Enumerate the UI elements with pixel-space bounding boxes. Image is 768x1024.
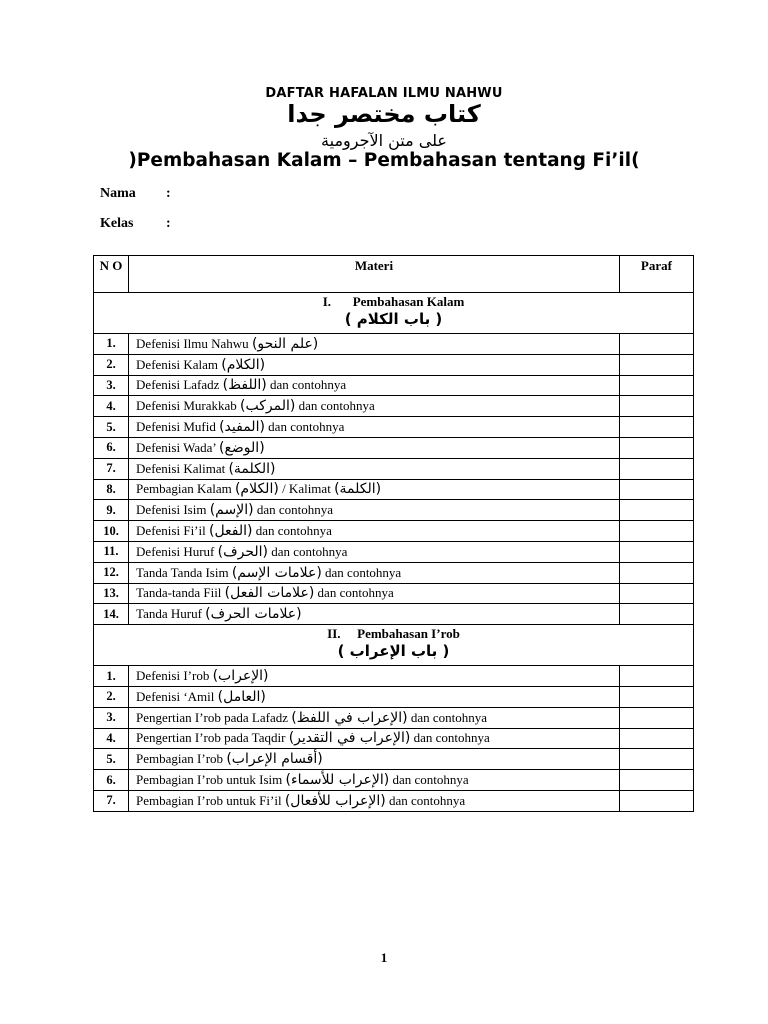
- materi-suffix: dan contohnya: [389, 772, 469, 788]
- header-paraf: Paraf: [619, 256, 693, 293]
- paraf-cell[interactable]: [619, 458, 693, 479]
- nama-field: [100, 186, 171, 202]
- materi-text: Defenisi Fi’il: [136, 523, 209, 539]
- materi-arabic: (الإعراب للأسماء): [285, 772, 390, 789]
- materi-cell: [129, 749, 620, 770]
- row-number: 6.: [94, 437, 129, 458]
- materi-text: Pembagian I’rob: [136, 751, 227, 767]
- table-header-row: [94, 256, 694, 293]
- hafalan-table: [93, 255, 694, 812]
- paraf-cell[interactable]: [619, 541, 693, 562]
- materi-arabic: (اللفظ): [222, 377, 267, 394]
- table-row: [94, 458, 694, 479]
- section-header: [94, 293, 694, 334]
- materi-suffix: dan contohnya: [268, 543, 348, 559]
- materi-cell: [129, 790, 620, 811]
- paraf-cell[interactable]: [619, 686, 693, 707]
- section-title: [94, 625, 693, 642]
- row-number: 3.: [94, 707, 129, 728]
- table-row: [94, 479, 694, 500]
- table-row: [94, 707, 694, 728]
- paraf-cell[interactable]: [619, 604, 693, 625]
- materi-text: Defenisi Isim: [136, 502, 210, 518]
- materi-suffix: dan contohnya: [253, 502, 333, 518]
- table-row: [94, 521, 694, 542]
- materi-text: Defenisi Wada’: [136, 439, 219, 455]
- table-row: [94, 749, 694, 770]
- paraf-cell[interactable]: [619, 666, 693, 687]
- table-row: [94, 334, 694, 355]
- paraf-cell[interactable]: [619, 479, 693, 500]
- kelas-field: [100, 216, 171, 232]
- table-row: [94, 728, 694, 749]
- materi-text: Defenisi Lafadz: [136, 377, 223, 393]
- section-title-text: Pembahasan Kalam: [352, 294, 465, 309]
- materi-arabic: (علامات الحرف): [205, 606, 302, 623]
- materi-arabic-2: (الكلمة): [334, 481, 382, 498]
- materi-cell: [129, 770, 620, 791]
- row-number: 10.: [94, 521, 129, 542]
- paraf-cell[interactable]: [619, 500, 693, 521]
- table-row: [94, 396, 694, 417]
- materi-arabic: (علامات الفعل): [224, 585, 315, 602]
- materi-cell: [129, 541, 620, 562]
- row-number: 5.: [94, 749, 129, 770]
- materi-text: Pembagian I’rob untuk Fi’il: [136, 792, 285, 808]
- materi-cell: [129, 583, 620, 604]
- materi-text: Defenisi Kalimat: [136, 460, 229, 476]
- materi-arabic: (الإعراب في اللفظ): [291, 709, 408, 726]
- nama-colon: :: [166, 186, 171, 201]
- row-number: 3.: [94, 375, 129, 396]
- paraf-cell[interactable]: [619, 728, 693, 749]
- page-number: 1: [380, 950, 388, 965]
- table-row: [94, 541, 694, 562]
- materi-cell: [129, 375, 620, 396]
- row-number: 2.: [94, 686, 129, 707]
- row-number: 5.: [94, 417, 129, 438]
- row-number: 4.: [94, 728, 129, 749]
- materi-text: Tanda Tanda Isim: [136, 564, 232, 580]
- materi-cell: [129, 521, 620, 542]
- table-row: [94, 437, 694, 458]
- row-number: 2.: [94, 354, 129, 375]
- materi-text: Pembagian Kalam: [136, 481, 235, 497]
- materi-text: Pengertian I’rob pada Lafadz: [136, 709, 292, 725]
- row-number: 13.: [94, 583, 129, 604]
- materi-suffix: dan contohnya: [410, 730, 490, 746]
- materi-suffix: dan contohnya: [266, 377, 347, 393]
- materi-cell: [129, 666, 620, 687]
- materi-cell: [129, 334, 620, 355]
- row-number: 9.: [94, 500, 129, 521]
- row-number: 8.: [94, 479, 129, 500]
- section-header-row: [94, 293, 694, 334]
- table-row: [94, 583, 694, 604]
- row-number: 1.: [94, 334, 129, 355]
- materi-text: Tanda-tanda Fiil: [136, 585, 225, 601]
- row-number: 12.: [94, 562, 129, 583]
- row-number: 6.: [94, 770, 129, 791]
- document-subtitle: )Pembahasan Kalam – Pembahasan tentang Fi’il(: [128, 150, 640, 171]
- row-number: 14.: [94, 604, 129, 625]
- table-row: [94, 375, 694, 396]
- section-header: [94, 625, 694, 666]
- materi-text: Defenisi ‘Amil: [136, 688, 218, 704]
- table-row: [94, 500, 694, 521]
- table-row: [94, 417, 694, 438]
- paraf-cell[interactable]: [619, 770, 693, 791]
- paraf-cell[interactable]: [619, 437, 693, 458]
- materi-cell: [129, 458, 620, 479]
- paraf-cell[interactable]: [619, 375, 693, 396]
- paraf-cell[interactable]: [619, 562, 693, 583]
- materi-suffix: dan contohnya: [314, 585, 394, 601]
- materi-cell: [129, 604, 620, 625]
- materi-suffix: / Kalimat: [278, 481, 335, 497]
- materi-text: Tanda Huruf: [136, 606, 206, 622]
- section-title: [94, 293, 693, 310]
- row-number: 1.: [94, 666, 129, 687]
- materi-arabic: (المركب): [240, 398, 296, 415]
- row-number: 11.: [94, 541, 129, 562]
- paraf-cell[interactable]: [619, 354, 693, 375]
- section-header-row: [94, 625, 694, 666]
- materi-arabic: (الوضع): [219, 439, 265, 456]
- materi-arabic: (الحرف): [217, 543, 268, 560]
- materi-cell: [129, 500, 620, 521]
- materi-cell: [129, 707, 620, 728]
- materi-text: Pengertian I’rob pada Taqdir: [136, 730, 289, 746]
- materi-suffix: dan contohnya: [252, 523, 332, 539]
- table-row: [94, 354, 694, 375]
- header-no: N O: [94, 256, 129, 293]
- materi-text: Defenisi Mufid: [136, 419, 220, 435]
- document-title: DAFTAR HAFALAN ILMU NAHWU: [265, 86, 503, 101]
- materi-text: Defenisi Murakkab: [136, 398, 241, 414]
- row-number: 7.: [94, 790, 129, 811]
- table-row: [94, 686, 694, 707]
- materi-arabic: (الإعراب للأفعال): [284, 792, 386, 809]
- header-materi: Materi: [129, 256, 620, 293]
- section-arabic-title: ( باب الإعراب ): [337, 642, 450, 661]
- materi-arabic: (أقسام الإعراب): [226, 751, 323, 768]
- paraf-cell[interactable]: [619, 334, 693, 355]
- materi-cell: [129, 686, 620, 707]
- materi-cell: [129, 354, 620, 375]
- section-number: II.: [327, 626, 341, 642]
- paraf-cell[interactable]: [619, 396, 693, 417]
- materi-suffix: dan contohnya: [407, 709, 488, 725]
- section-number: I.: [322, 294, 332, 309]
- materi-arabic: (العامل): [217, 688, 266, 705]
- materi-arabic: (الإسم): [209, 502, 254, 519]
- table-row: [94, 666, 694, 687]
- materi-suffix: dan contohnya: [264, 419, 345, 435]
- arabic-title: كتاب مختصر جدا: [287, 100, 481, 128]
- materi-arabic: (علم النحو): [251, 335, 319, 352]
- materi-suffix: dan contohnya: [385, 792, 466, 808]
- materi-text: Defenisi I’rob: [136, 668, 213, 684]
- section-arabic-title: ( باب الكلام ): [344, 310, 443, 328]
- paraf-cell[interactable]: [619, 417, 693, 438]
- table-row: [94, 790, 694, 811]
- paraf-cell[interactable]: [619, 790, 693, 811]
- materi-text: Defenisi Huruf: [136, 543, 218, 559]
- materi-text: Pembagian I’rob untuk Isim: [136, 772, 286, 788]
- materi-arabic: (الكلمة): [228, 460, 276, 477]
- nama-label: Nama: [100, 186, 136, 201]
- table-row: [94, 770, 694, 791]
- kelas-label: Kelas: [100, 216, 134, 231]
- materi-cell: [129, 728, 620, 749]
- materi-cell: [129, 417, 620, 438]
- section-title-text: Pembahasan I’rob: [357, 626, 460, 642]
- materi-arabic: (الإعراب): [212, 668, 269, 685]
- materi-cell: [129, 396, 620, 417]
- row-number: 4.: [94, 396, 129, 417]
- materi-arabic: (الإعراب في التقدير): [288, 730, 411, 747]
- table-row: [94, 562, 694, 583]
- materi-text: Defenisi Ilmu Nahwu: [136, 335, 252, 351]
- materi-text: Defenisi Kalam: [136, 356, 222, 372]
- row-number: 7.: [94, 458, 129, 479]
- materi-cell: [129, 479, 620, 500]
- materi-arabic: (الكلام): [234, 481, 279, 498]
- paraf-cell[interactable]: [619, 749, 693, 770]
- materi-arabic: (المفيد): [219, 419, 265, 436]
- materi-cell: [129, 562, 620, 583]
- table-row: [94, 604, 694, 625]
- materi-cell: [129, 437, 620, 458]
- paraf-cell[interactable]: [619, 521, 693, 542]
- arabic-subtitle: على متن الآجرومية: [321, 131, 447, 150]
- kelas-colon: :: [166, 216, 171, 231]
- paraf-cell[interactable]: [619, 583, 693, 604]
- paraf-cell[interactable]: [619, 707, 693, 728]
- materi-suffix: dan contohnya: [321, 564, 402, 580]
- materi-arabic: (الفعل): [208, 523, 253, 540]
- materi-arabic: (الكلام): [221, 356, 266, 373]
- materi-suffix: dan contohnya: [295, 398, 375, 414]
- materi-arabic: (علامات الإسم): [231, 564, 322, 581]
